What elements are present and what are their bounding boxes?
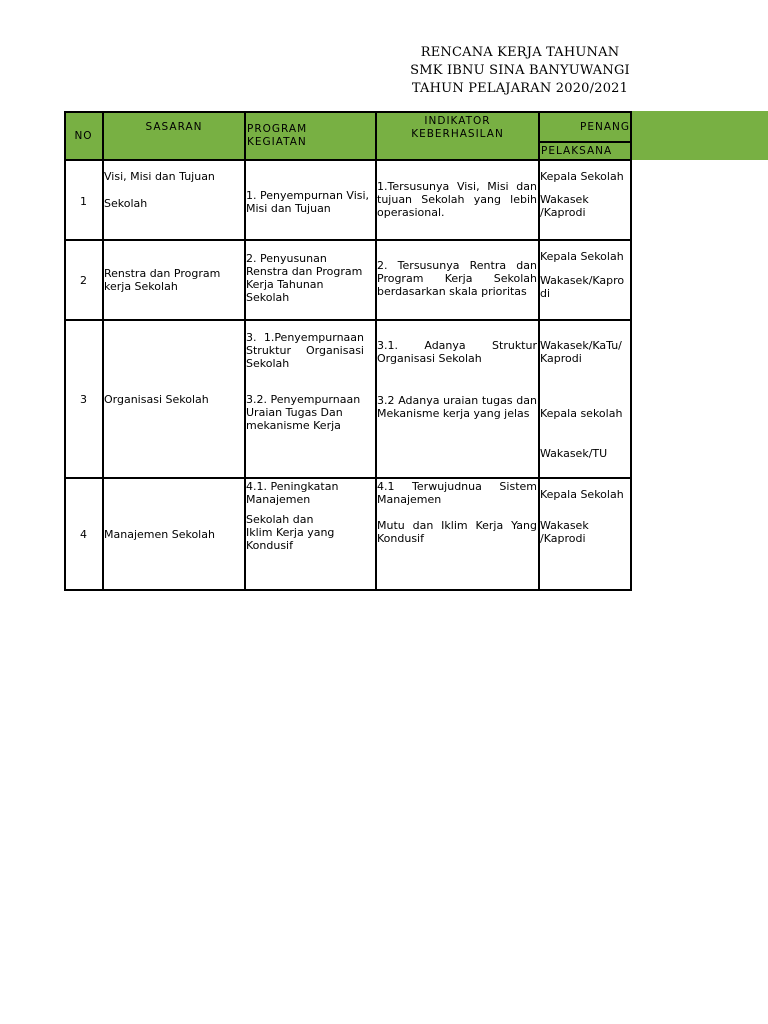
border-row-3 (64, 477, 632, 479)
row-4-pelaksana-a: Kepala Sekolah (540, 488, 624, 501)
row-1-sasaran-b: Sekolah (104, 197, 148, 210)
header-penang-overflow (631, 111, 768, 160)
row-2-pelaksana-a: Kepala Sekolah (540, 250, 624, 263)
border-row-1 (64, 239, 632, 241)
border-col-1 (102, 111, 104, 591)
title-line-2: SMK IBNU SINA BANYUWANGI (410, 63, 630, 78)
row-1-indikator: 1.Tersusunya Visi, Misi dan tujuan Sekolah yang lebih operasional. (377, 180, 537, 219)
row-3-sasaran: Organisasi Sekolah (104, 393, 209, 406)
row-2-pelaksana-b: Wakasek/Kapro di (540, 274, 625, 300)
row-4-program-b: Sekolah dan Iklim Kerja yang Kondusif (246, 513, 335, 552)
border-col-3 (375, 111, 377, 591)
row-3-indikator-a: 3.1. Adanya Struktur Organisasi Sekolah (377, 339, 537, 365)
row-3-program-b: 3.2. Penyempurnaan Uraian Tugas Dan mekanisme Kerja (246, 393, 361, 432)
header-sasaran-cell (103, 111, 245, 160)
row-2-program: 2. Penyusunan Renstra dan Program Kerja Tahunan Sekolah (246, 252, 363, 304)
border-row-2 (64, 319, 632, 321)
border-right (630, 111, 632, 591)
row-1-pelaksana-b: Wakasek /Kaprodi (540, 193, 589, 219)
border-header-mid (538, 141, 632, 143)
header-pelaksana: PELAKSANA (541, 145, 613, 157)
header-no: NO (74, 130, 93, 142)
row-2-sasaran: Renstra dan Program kerja Sekolah (104, 267, 221, 293)
row-1-pelaksana-a: Kepala Sekolah (540, 170, 624, 183)
header-indikator: INDIKATOR KEBERHASILAN (411, 115, 504, 140)
row-1-sasaran-a: Visi, Misi dan Tujuan (104, 170, 215, 183)
border-col-4 (538, 111, 540, 591)
border-col-2 (244, 111, 246, 591)
row-3-pelaksana-b: Kepala sekolah (540, 407, 623, 420)
row-2-no: 2 (80, 274, 87, 287)
row-3-pelaksana-c: Wakasek/TU (540, 447, 608, 460)
title-line-1: RENCANA KERJA TAHUNAN (420, 45, 620, 60)
row-2-indikator: 2. Tersusunya Rentra dan Program Kerja Sekolah berdasarkan skala prioritas (377, 259, 537, 298)
border-left (64, 111, 66, 591)
header-penang: PENANG (580, 121, 630, 133)
row-4-program-a: 4.1. Peningkatan Manajemen (246, 480, 339, 506)
row-4-indikator-b: Mutu dan Iklim Kerja Yang Kondusif (377, 519, 537, 545)
row-3-program-a: 3. 1.Penyempurnaan Struktur Organisasi Sekolah (246, 331, 364, 370)
row-4-sasaran: Manajemen Sekolah (104, 528, 215, 541)
title-line-3: TAHUN PELAJARAN 2020/2021 (411, 81, 629, 96)
border-header-bottom (64, 159, 632, 161)
header-program: PROGRAM KEGIATAN (247, 123, 308, 148)
row-1-program: 1. Penyempurnan Visi, Misi dan Tujuan (246, 189, 370, 215)
row-3-pelaksana-a: Wakasek/KaTu/ Kaprodi (540, 339, 622, 365)
border-bottom (64, 589, 632, 591)
row-1-no: 1 (80, 195, 87, 208)
row-4-no: 4 (80, 528, 87, 541)
row-3-no: 3 (80, 393, 87, 406)
row-3-indikator-b: 3.2 Adanya uraian tugas dan Mekanisme kerja yang jelas (377, 394, 537, 420)
row-4-pelaksana-b: Wakasek /Kaprodi (540, 519, 589, 545)
border-top (64, 111, 632, 113)
row-4-indikator-a: 4.1 Terwujudnua Sistem Manajemen (377, 480, 537, 506)
header-sasaran: SASARAN (145, 121, 203, 133)
